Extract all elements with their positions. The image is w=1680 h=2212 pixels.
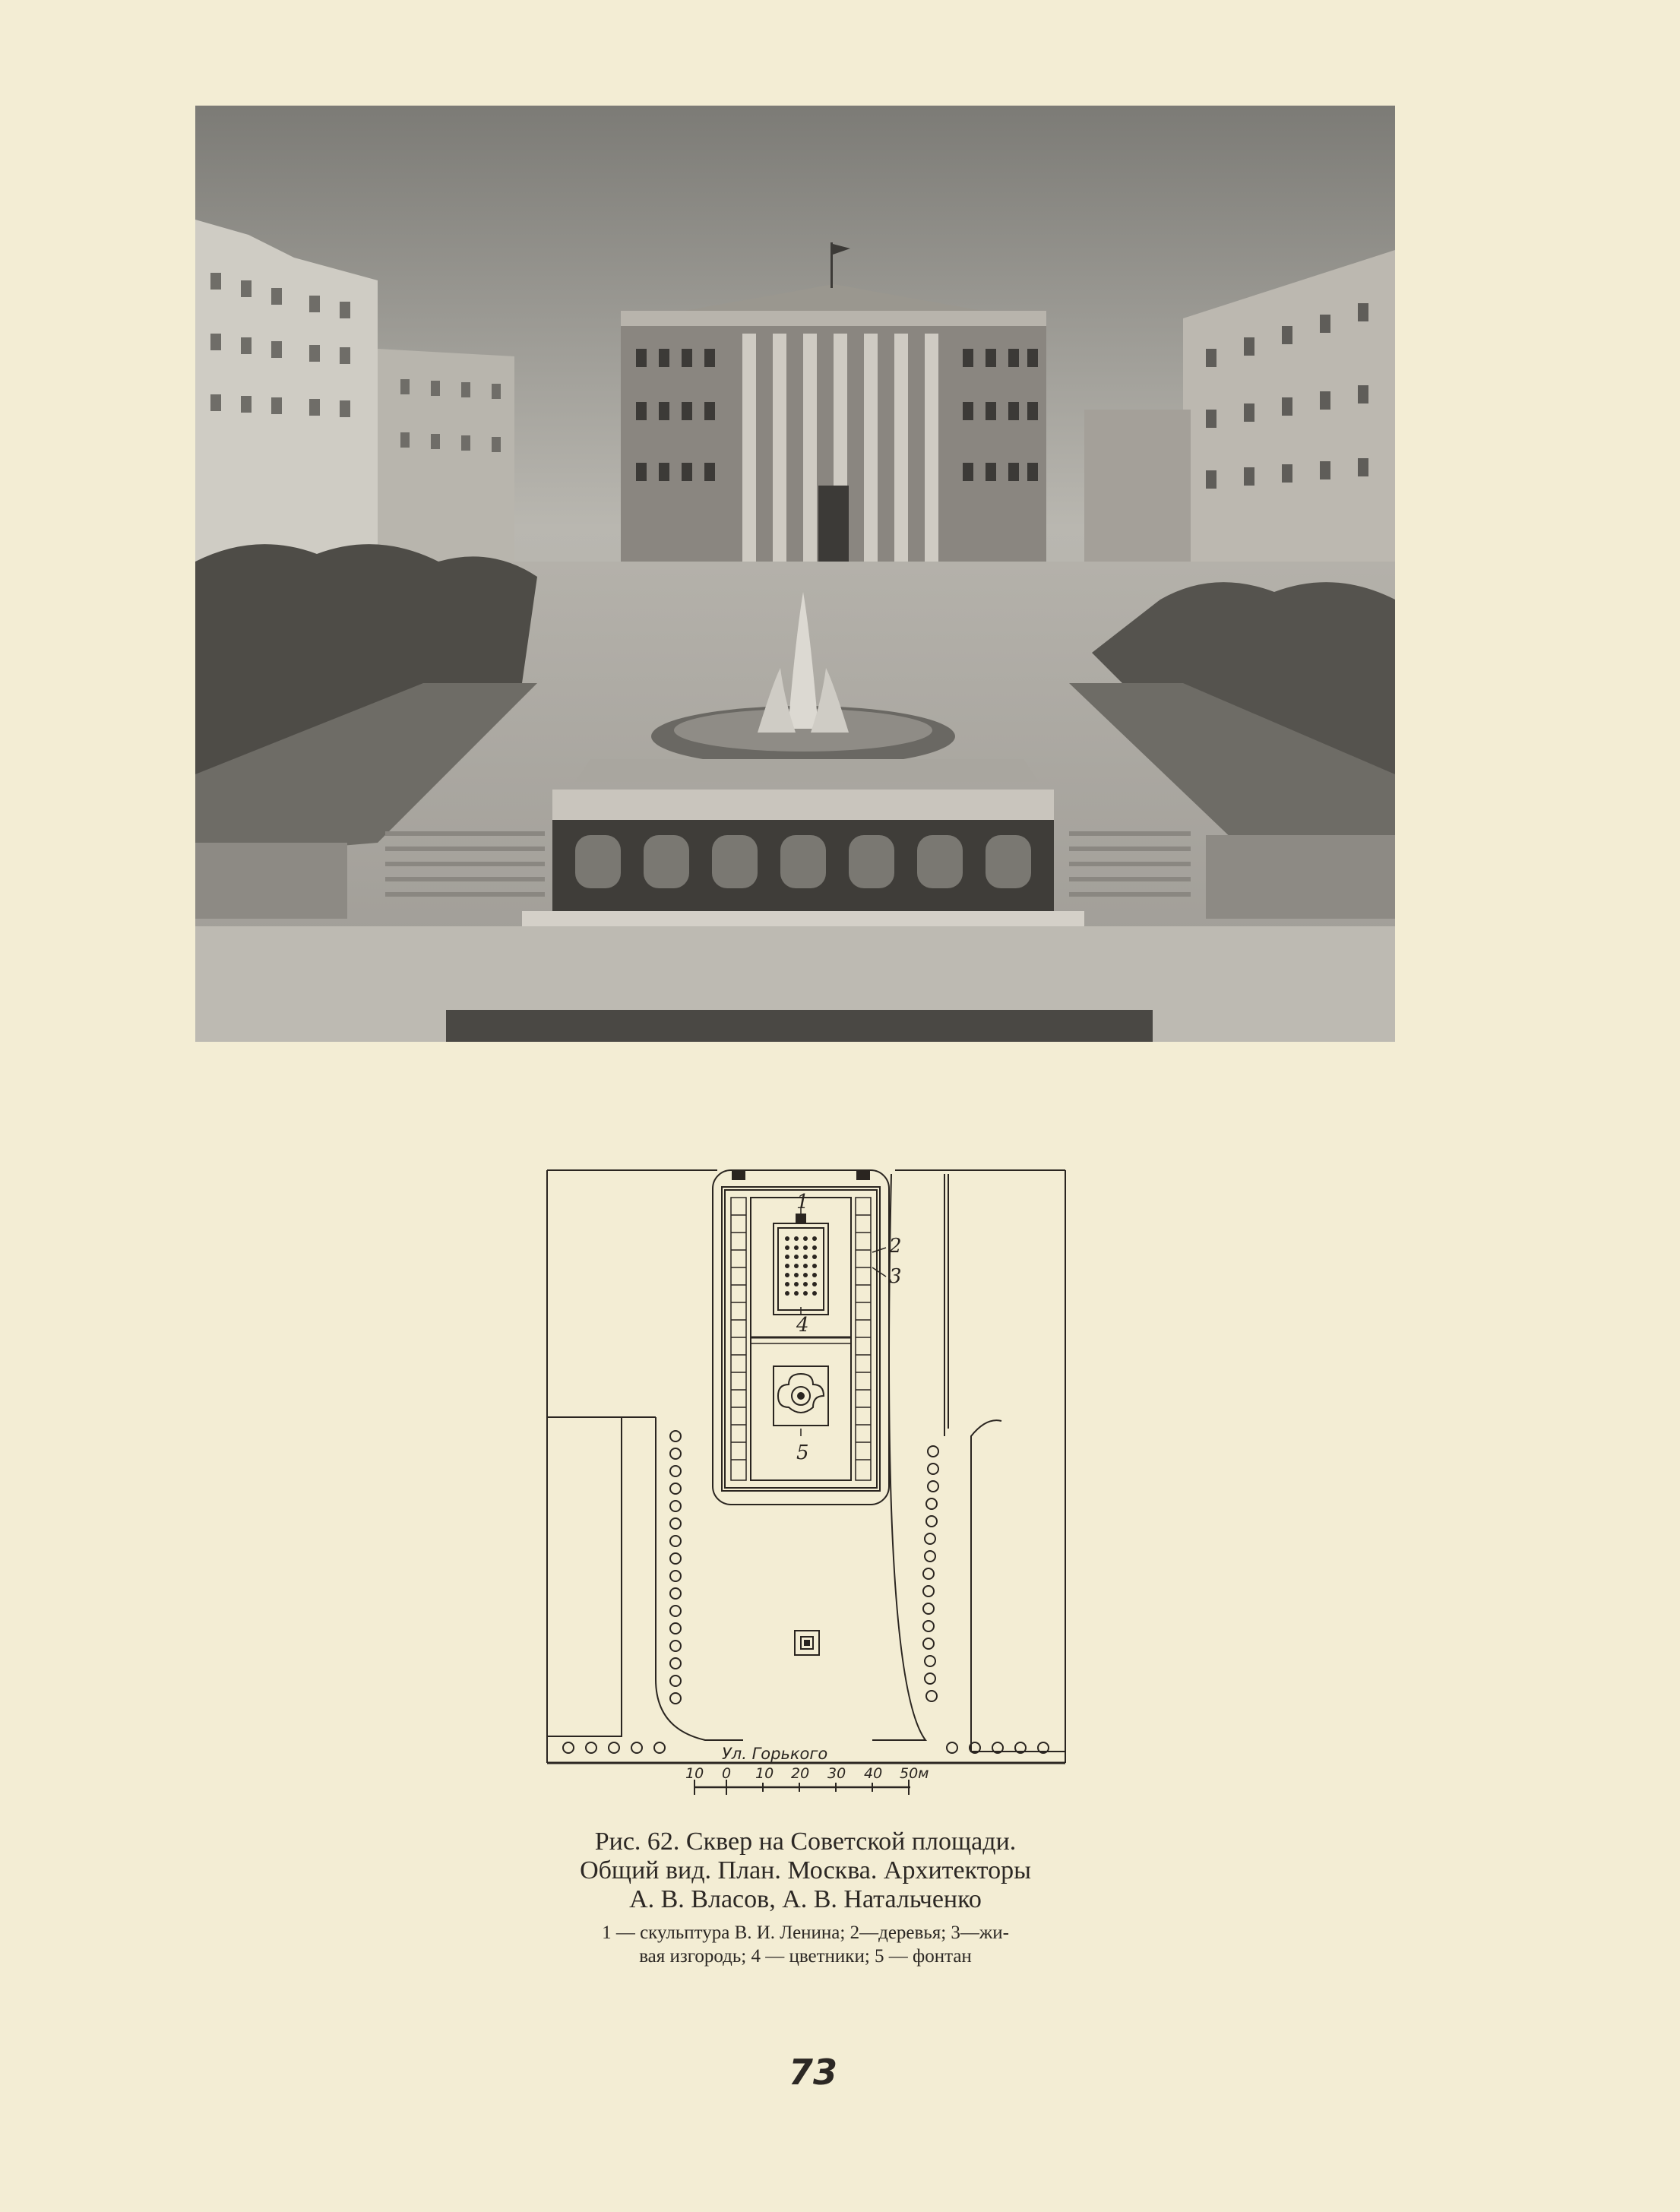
scale-label: 50м <box>900 1765 929 1782</box>
figure-caption <box>486 1828 1125 1914</box>
caption-line: Рис. 62. Сквер на Советской площади. <box>594 1828 1017 1856</box>
callout-3: 3 <box>889 1265 902 1288</box>
callout-5: 5 <box>796 1441 809 1464</box>
caption-line: А. В. Власов, А. В. Натальченко <box>629 1885 982 1913</box>
figure-legend <box>501 1921 1109 1968</box>
callout-1: 1 <box>796 1191 809 1214</box>
legend-line: 1 — скульптура В. И. Ленина; 2—деревья; 3—жи- <box>602 1922 1009 1943</box>
scale-label: 20 <box>791 1765 810 1782</box>
scale-label: 10 <box>685 1765 704 1782</box>
scale-label: 30 <box>827 1765 846 1782</box>
caption-line: Общий вид. План. Москва. Архитекторы <box>580 1856 1031 1884</box>
legend-line: вая изгородь; 4 — цветники; 5 — фонтан <box>639 1946 972 1967</box>
scale-label: 40 <box>864 1765 883 1782</box>
callout-4: 4 <box>796 1314 809 1337</box>
callout-2: 2 <box>889 1235 902 1258</box>
square-photograph <box>195 106 1395 1042</box>
street-label: Ул. Горького <box>722 1745 828 1763</box>
square-plan-drawing <box>546 1163 1067 1805</box>
scale-label: 0 <box>722 1765 732 1782</box>
scale-label: 10 <box>755 1765 774 1782</box>
page-number: 73 <box>788 2052 837 2093</box>
